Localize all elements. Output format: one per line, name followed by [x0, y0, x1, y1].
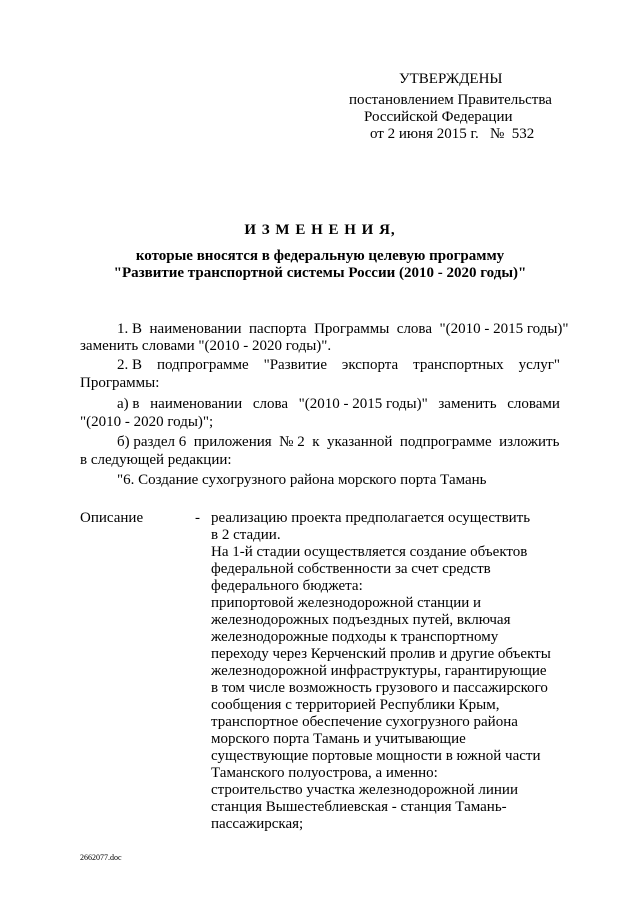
document-heading: И З М Е Н Е Н И Я,	[244, 222, 396, 238]
description-line: железнодорожной инфраструктуры, гарантирующие	[211, 663, 547, 679]
paragraph-2-word: 2. В	[117, 357, 143, 373]
file-name-footer: 2662077.doc	[80, 853, 122, 862]
item-a-word: "(2010 - 2015 годы)"	[298, 396, 428, 412]
description-line: строительство участка железнодорожной линии	[211, 782, 518, 798]
description-line: существующие портовые мощности в южной части	[211, 748, 541, 764]
item-a-line-2: "(2010 - 2020 годы)";	[80, 414, 214, 430]
item-a-word: слова	[252, 396, 289, 412]
paragraph-2-word: подпрограмме	[156, 357, 249, 373]
document-title-line-1: которые вносятся в федеральную целевую программу	[135, 248, 505, 264]
description-line: сообщения с территорией Республики Крым,	[211, 697, 500, 713]
paragraph-2-line-1	[117, 357, 560, 374]
description-line: железнодорожных подъездных путей, включая	[211, 612, 511, 628]
description-line: федерального бюджета:	[211, 578, 363, 594]
description-line: морского порта Тамань и учитывающие	[211, 731, 466, 747]
description-line: федеральной собственности за счет средств	[211, 561, 491, 577]
item-a-line-1	[117, 396, 560, 413]
paragraph-2-line-2: Программы:	[80, 375, 160, 391]
paragraph-2-word: транспортных	[413, 357, 504, 373]
description-line: станция Вышестеблиевская - станция Тамань-	[211, 799, 507, 815]
approval-line-4: от 2 июня 2015 г. № 532	[370, 126, 535, 142]
description-line: в 2 стадии.	[211, 527, 281, 543]
approved-label: УТВЕРЖДЕНЫ	[399, 71, 503, 87]
approval-line-3: Российской Федерации	[364, 109, 513, 125]
document-title-line-2: "Развитие транспортной системы России (2010 - 2020 годы)"	[113, 265, 527, 281]
item-a-word: заменить	[438, 396, 497, 412]
paragraph-1-line-1: 1. В наименовании паспорта Программы слова "(2010 - 2015 годы)"	[117, 321, 569, 337]
item-a-word: словами	[507, 396, 560, 412]
description-label: Описание	[80, 510, 144, 526]
paragraph-2-word: экспорта	[341, 357, 399, 373]
item-a-word: наименовании	[150, 396, 243, 412]
approval-line-2: постановлением Правительства	[349, 92, 552, 108]
description-line: переходу через Керченский пролив и другие объекты	[211, 646, 551, 662]
description-line: в том числе возможность грузового и пассажирского	[211, 680, 548, 696]
item-a-word: а) в	[117, 396, 140, 412]
description-line: Таманского полуострова, а именно:	[211, 765, 438, 781]
description-line: транспортное обеспечение сухогрузного района	[211, 714, 518, 730]
description-line: реализацию проекта предполагается осуществить	[211, 510, 531, 526]
section-6-title: "6. Создание сухогрузного района морского порта Тамань	[117, 472, 487, 488]
description-dash: -	[195, 510, 200, 526]
description-line: пассажирская;	[211, 816, 304, 832]
item-b-line-1: б) раздел 6 приложения № 2 к указанной подпрограмме изложить	[117, 434, 560, 450]
paragraph-2-word: услуг"	[518, 357, 560, 373]
description-line: железнодорожные подходы к транспортному	[211, 629, 499, 645]
description-line: припортовой железнодорожной станции и	[211, 595, 482, 611]
paragraph-1-line-2: заменить словами "(2010 - 2020 годы)".	[80, 338, 332, 354]
item-b-line-2: в следующей редакции:	[80, 452, 232, 468]
paragraph-2-word: "Развитие	[263, 357, 327, 373]
description-line: На 1-й стадии осуществляется создание объектов	[211, 544, 528, 560]
